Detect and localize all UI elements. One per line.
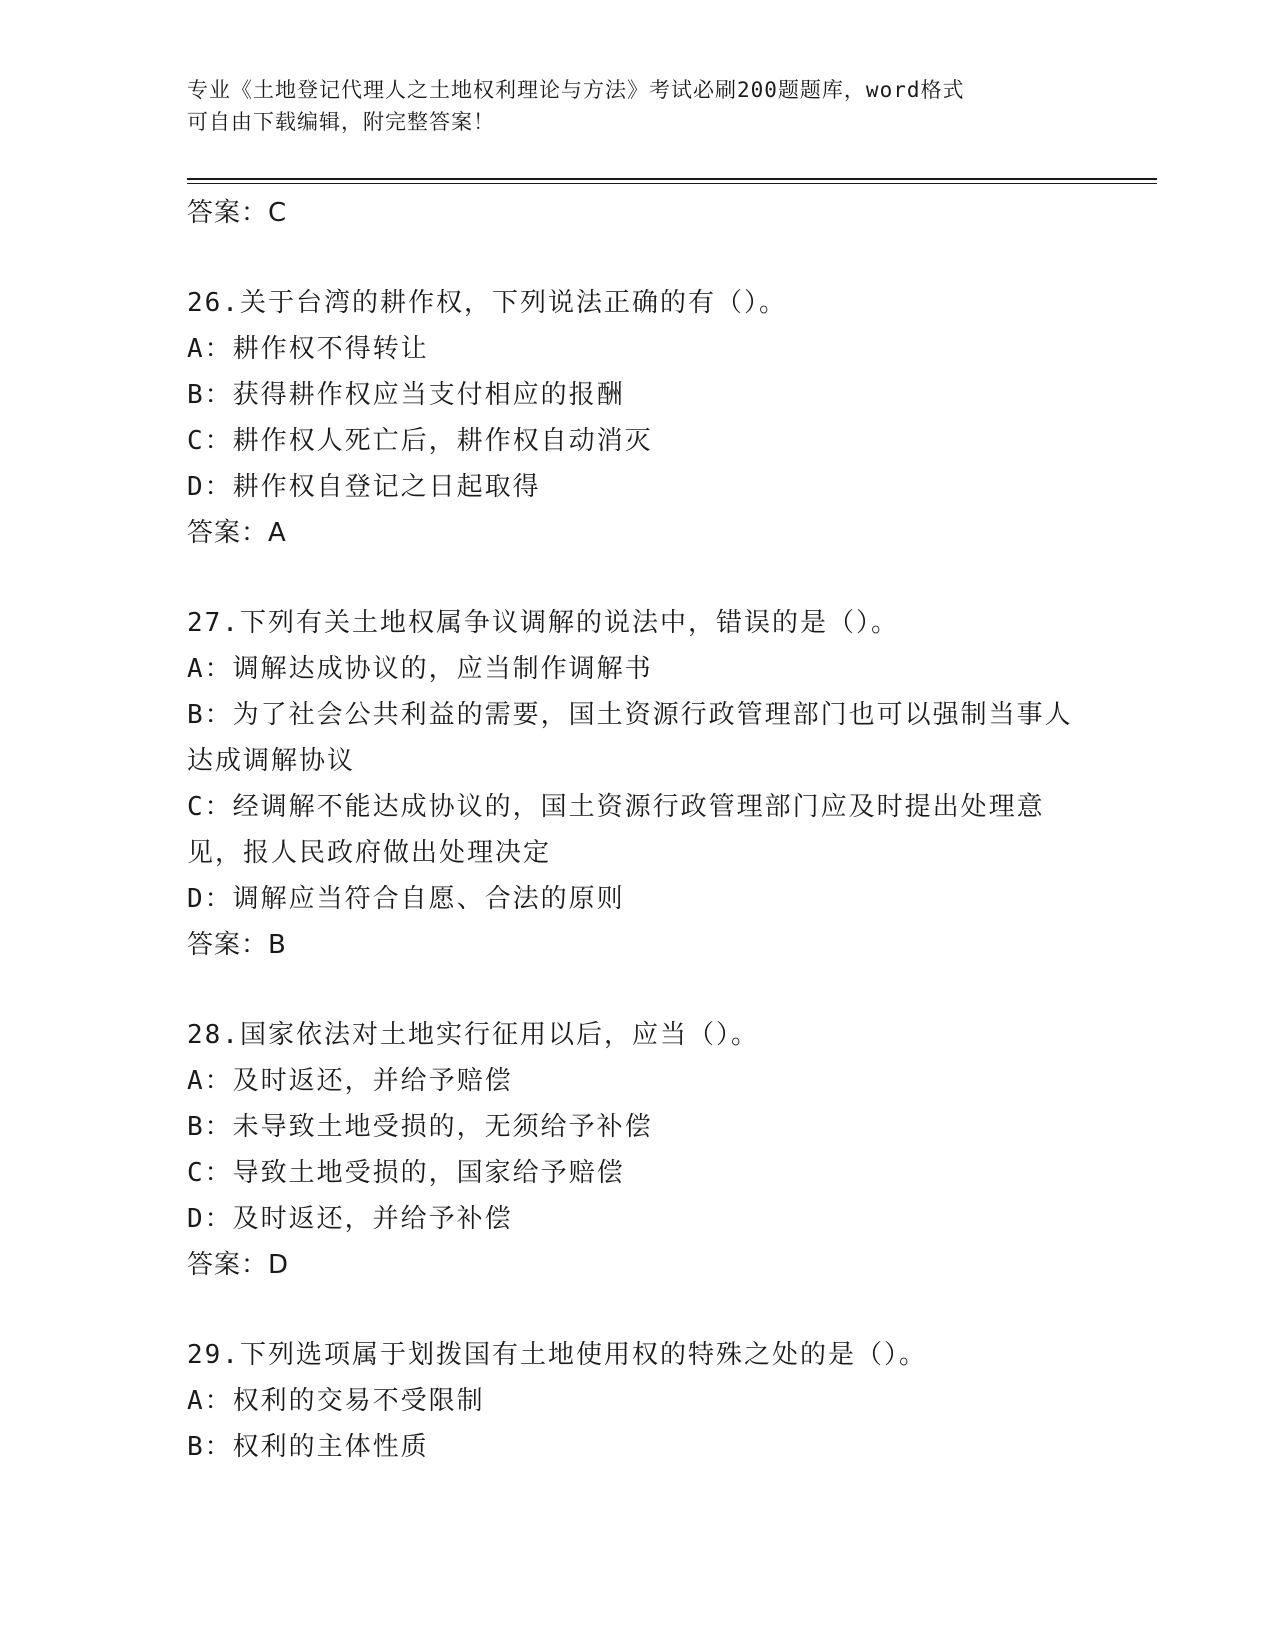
option-a: A：权利的交易不受限制 [187,1386,485,1416]
answer-line: 答案：C [187,198,288,228]
spacer [187,556,1087,600]
option-c: C：经调解不能达成协议的，国土资源行政管理部门应及时提出处理意见，报人民政府做出处理决定 [187,792,1045,868]
header-line-2: 可自由下载编辑，附完整答案！ [187,110,495,134]
option-d: D：调解应当符合自愿、合法的原则 [187,884,625,914]
option-a: A：耕作权不得转让 [187,334,429,364]
question-list [187,190,1087,1470]
spacer [187,1288,1087,1332]
spacer [187,968,1087,1012]
question-stem: 28.国家依法对土地实行征用以后，应当（）。 [187,1020,759,1050]
question-stem: 26.关于台湾的耕作权，下列说法正确的有（）。 [187,288,787,318]
question-stem: 29.下列选项属于划拨国有土地使用权的特殊之处的是（）。 [187,1340,927,1370]
option-b: B：为了社会公共利益的需要，国土资源行政管理部门也可以强制当事人达成调解协议 [187,700,1073,776]
answer-line: 答案：B [187,930,287,960]
spacer [187,236,1087,280]
question-stem: 27.下列有关土地权属争议调解的说法中，错误的是（）。 [187,608,899,638]
option-b: B：未导致土地受损的，无须给予补偿 [187,1112,653,1142]
header-line-1: 专业《土地登记代理人之土地权利理论与方法》考试必刷200题题库，word格式 [187,78,965,102]
option-a: A：及时返还，并给予赔偿 [187,1066,513,1096]
document-header [187,74,1087,138]
question-block [187,1332,1087,1470]
header-divider-thick [187,178,1157,180]
header-divider-thin [187,183,1157,184]
option-b: B：获得耕作权应当支付相应的报酬 [187,380,625,410]
option-c: C：导致土地受损的，国家给予赔偿 [187,1158,625,1188]
option-a: A：调解达成协议的，应当制作调解书 [187,654,653,684]
option-c: C：耕作权人死亡后，耕作权自动消灭 [187,426,653,456]
question-block [187,1012,1087,1288]
answer-line: 答案：D [187,1250,290,1280]
answer-line: 答案：A [187,518,287,548]
option-b: B：权利的主体性质 [187,1432,429,1462]
question-block [187,280,1087,556]
question-block [187,600,1087,968]
option-d: D：及时返还，并给予补偿 [187,1204,513,1234]
option-d: D：耕作权自登记之日起取得 [187,472,541,502]
